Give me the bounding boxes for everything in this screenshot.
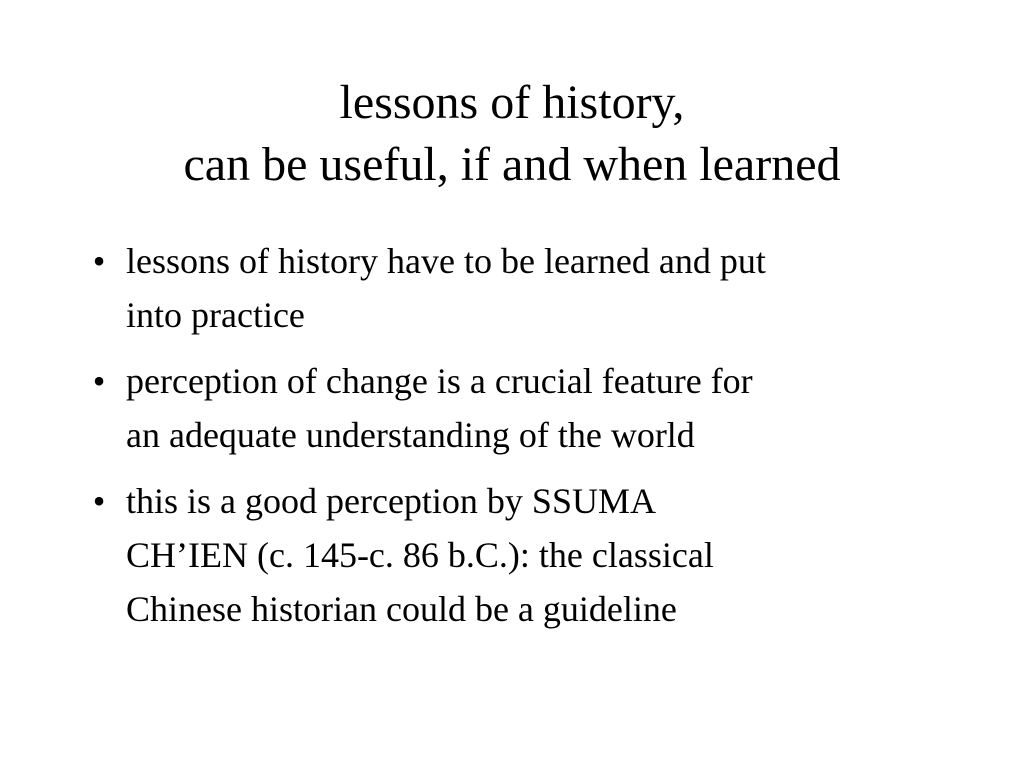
bullet-text-line: lessons of history have to be learned and put <box>126 241 766 281</box>
title-line-1: lessons of history, <box>339 76 685 129</box>
bullet-text-line: Chinese historian could be a guideline <box>126 589 677 629</box>
bullet-marker-icon: • <box>92 241 106 281</box>
bullet-text-line: this is a good perception by SSUMA <box>126 481 656 521</box>
bullet-list <box>84 234 964 648</box>
bullet-text-line: perception of change is a crucial feature for <box>126 361 753 401</box>
bullet-item-lessons <box>84 234 964 342</box>
title-line-2: can be useful, if and when learned <box>183 138 841 191</box>
bullet-marker-icon: • <box>92 481 106 521</box>
bullet-text-line: into practice <box>126 295 305 335</box>
bullet-item-ssuma-chien <box>84 474 964 636</box>
bullet-text-line: CH’IEN (c. 145-c. 86 b.C.): the classical <box>126 535 714 575</box>
bullet-marker-icon: • <box>92 361 106 401</box>
slide-title <box>0 72 1024 196</box>
bullet-text-line: an adequate understanding of the world <box>126 415 695 455</box>
bullet-item-perception <box>84 354 964 462</box>
